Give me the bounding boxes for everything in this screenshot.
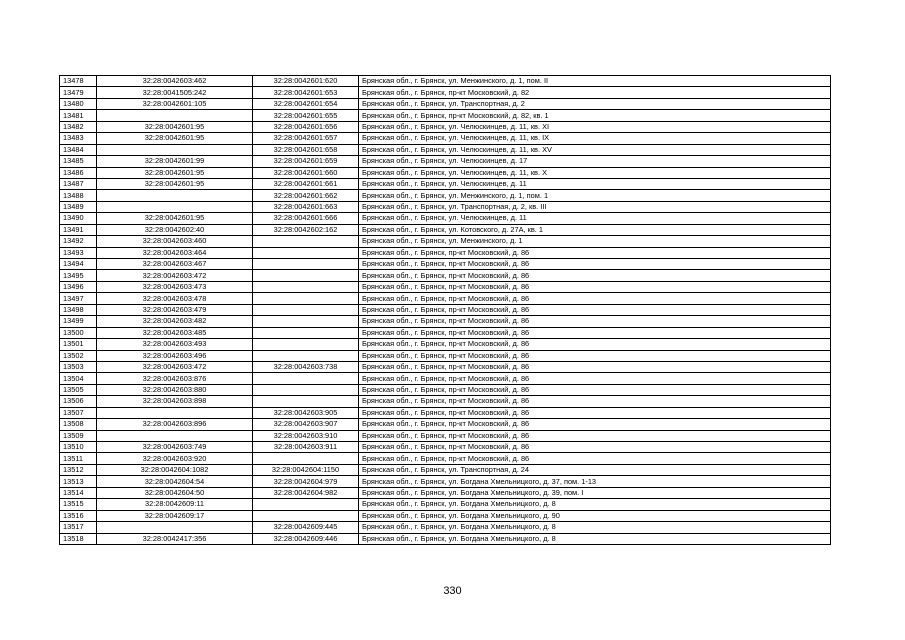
- address-cell: Брянская обл., г. Брянск, ул. Транспортная, д. 2: [359, 98, 831, 109]
- object-number-cell: 32:28:0042601:655: [253, 110, 359, 121]
- address-cell: Брянская обл., г. Брянск, ул. Челюскинцев, д. 11, кв. X: [359, 167, 831, 178]
- parcel-number-cell: 32:28:0042603:473: [97, 281, 253, 292]
- row-number-cell: 13484: [60, 144, 97, 155]
- object-number-cell: [253, 339, 359, 350]
- table-row: [60, 224, 831, 235]
- row-number-cell: 13503: [60, 361, 97, 372]
- parcel-number-cell: 32:28:0042603:880: [97, 384, 253, 395]
- parcel-number-cell: 32:28:0042603:467: [97, 259, 253, 270]
- object-number-cell: 32:28:0042604:982: [253, 487, 359, 498]
- address-cell: Брянская обл., г. Брянск, пр-кт Московский, д. 86: [359, 259, 831, 270]
- table-row: [60, 419, 831, 430]
- row-number-cell: 13495: [60, 270, 97, 281]
- row-number-cell: 13500: [60, 327, 97, 338]
- parcel-number-cell: 32:28:0042604:54: [97, 476, 253, 487]
- table-row: [60, 396, 831, 407]
- row-number-cell: 13492: [60, 236, 97, 247]
- object-number-cell: [253, 293, 359, 304]
- table-row: [60, 293, 831, 304]
- object-number-cell: 32:28:0042601:657: [253, 133, 359, 144]
- object-number-cell: 32:28:0042601:656: [253, 121, 359, 132]
- row-number-cell: 13507: [60, 407, 97, 418]
- row-number-cell: 13486: [60, 167, 97, 178]
- object-number-cell: 32:28:0042609:445: [253, 522, 359, 533]
- table-row: [60, 361, 831, 372]
- parcel-number-cell: 32:28:0042603:479: [97, 304, 253, 315]
- table-row: [60, 144, 831, 155]
- object-number-cell: 32:28:0042609:446: [253, 533, 359, 544]
- object-number-cell: 32:28:0042603:905: [253, 407, 359, 418]
- object-number-cell: 32:28:0042601:658: [253, 144, 359, 155]
- address-cell: Брянская обл., г. Брянск, пр-кт Московский, д. 86: [359, 442, 831, 453]
- row-number-cell: 13494: [60, 259, 97, 270]
- address-cell: Брянская обл., г. Брянск, ул. Челюскинцев, д. 11: [359, 178, 831, 189]
- table-row: [60, 190, 831, 201]
- table-row: [60, 373, 831, 384]
- row-number-cell: 13498: [60, 304, 97, 315]
- object-number-cell: 32:28:0042601:662: [253, 190, 359, 201]
- parcel-number-cell: 32:28:0042603:896: [97, 419, 253, 430]
- table-row: [60, 316, 831, 327]
- table-row: [60, 281, 831, 292]
- parcel-number-cell: 32:28:0042603:920: [97, 453, 253, 464]
- address-cell: Брянская обл., г. Брянск, ул. Котовского, д. 27А, кв. 1: [359, 224, 831, 235]
- table-row: [60, 270, 831, 281]
- parcel-number-cell: 32:28:0042601:95: [97, 178, 253, 189]
- address-cell: Брянская обл., г. Брянск, ул. Челюскинцев, д. 11, кв. XV: [359, 144, 831, 155]
- address-cell: Брянская обл., г. Брянск, ул. Челюскинцев, д. 11, кв. IX: [359, 133, 831, 144]
- row-number-cell: 13488: [60, 190, 97, 201]
- parcel-number-cell: 32:28:0042609:11: [97, 499, 253, 510]
- row-number-cell: 13490: [60, 213, 97, 224]
- object-number-cell: [253, 270, 359, 281]
- address-cell: Брянская обл., г. Брянск, пр-кт Московский, д. 86: [359, 396, 831, 407]
- address-cell: Брянская обл., г. Брянск, пр-кт Московский, д. 86: [359, 316, 831, 327]
- table-row: [60, 476, 831, 487]
- object-number-cell: 32:28:0042603:907: [253, 419, 359, 430]
- row-number-cell: 13509: [60, 430, 97, 441]
- address-cell: Брянская обл., г. Брянск, пр-кт Московский, д. 86: [359, 339, 831, 350]
- address-cell: Брянская обл., г. Брянск, пр-кт Московский, д. 86: [359, 327, 831, 338]
- table-row: [60, 178, 831, 189]
- row-number-cell: 13502: [60, 350, 97, 361]
- parcel-number-cell: 32:28:0042603:482: [97, 316, 253, 327]
- table-row: [60, 407, 831, 418]
- object-number-cell: 32:28:0042601:659: [253, 156, 359, 167]
- object-number-cell: 32:28:0042602:162: [253, 224, 359, 235]
- parcel-number-cell: 32:28:0042603:472: [97, 361, 253, 372]
- address-cell: Брянская обл., г. Брянск, пр-кт Московский, д. 82, кв. 1: [359, 110, 831, 121]
- table-row: [60, 384, 831, 395]
- row-number-cell: 13478: [60, 76, 97, 87]
- row-number-cell: 13493: [60, 247, 97, 258]
- row-number-cell: 13505: [60, 384, 97, 395]
- row-number-cell: 13513: [60, 476, 97, 487]
- parcel-number-cell: 32:28:0041505:242: [97, 87, 253, 98]
- parcel-number-cell: [97, 522, 253, 533]
- row-number-cell: 13496: [60, 281, 97, 292]
- row-number-cell: 13491: [60, 224, 97, 235]
- address-cell: Брянская обл., г. Брянск, ул. Транспортная, д. 2, кв. III: [359, 201, 831, 212]
- table-row: [60, 156, 831, 167]
- object-number-cell: [253, 384, 359, 395]
- parcel-number-cell: [97, 190, 253, 201]
- parcel-number-cell: [97, 144, 253, 155]
- address-cell: Брянская обл., г. Брянск, пр-кт Московский, д. 86: [359, 350, 831, 361]
- address-cell: Брянская обл., г. Брянск, пр-кт Московский, д. 86: [359, 384, 831, 395]
- table-row: [60, 453, 831, 464]
- object-number-cell: 32:28:0042601:666: [253, 213, 359, 224]
- address-cell: Брянская обл., г. Брянск, ул. Богдана Хмельницкого, д. 8: [359, 522, 831, 533]
- table-row: [60, 247, 831, 258]
- address-cell: Брянская обл., г. Брянск, ул. Челюскинцев, д. 17: [359, 156, 831, 167]
- address-cell: Брянская обл., г. Брянск, пр-кт Московский, д. 86: [359, 407, 831, 418]
- parcel-number-cell: 32:28:0042603:472: [97, 270, 253, 281]
- address-cell: Брянская обл., г. Брянск, пр-кт Московский, д. 86: [359, 281, 831, 292]
- table-row: [60, 464, 831, 475]
- address-cell: Брянская обл., г. Брянск, ул. Богдана Хмельницкого, д. 39, пом. I: [359, 487, 831, 498]
- parcel-number-cell: 32:28:0042609:17: [97, 510, 253, 521]
- row-number-cell: 13510: [60, 442, 97, 453]
- table-row: [60, 213, 831, 224]
- object-number-cell: 32:28:0042603:910: [253, 430, 359, 441]
- row-number-cell: 13511: [60, 453, 97, 464]
- table-row: [60, 533, 831, 544]
- address-cell: Брянская обл., г. Брянск, ул. Богдана Хмельницкого, д. 8: [359, 499, 831, 510]
- table-row: [60, 442, 831, 453]
- address-cell: Брянская обл., г. Брянск, пр-кт Московский, д. 86: [359, 293, 831, 304]
- address-cell: Брянская обл., г. Брянск, пр-кт Московский, д. 86: [359, 304, 831, 315]
- address-cell: Брянская обл., г. Брянск, пр-кт Московский, д. 82: [359, 87, 831, 98]
- parcel-number-cell: 32:28:0042603:478: [97, 293, 253, 304]
- cadastral-table: [59, 75, 831, 545]
- address-cell: Брянская обл., г. Брянск, ул. Богдана Хмельницкого, д. 8: [359, 533, 831, 544]
- address-cell: Брянская обл., г. Брянск, пр-кт Московский, д. 86: [359, 361, 831, 372]
- row-number-cell: 13501: [60, 339, 97, 350]
- table-row: [60, 201, 831, 212]
- parcel-number-cell: 32:28:0042601:95: [97, 121, 253, 132]
- parcel-number-cell: 32:28:0042603:496: [97, 350, 253, 361]
- object-number-cell: [253, 350, 359, 361]
- address-cell: Брянская обл., г. Брянск, пр-кт Московский, д. 86: [359, 419, 831, 430]
- parcel-number-cell: 32:28:0042603:462: [97, 76, 253, 87]
- parcel-number-cell: 32:28:0042603:898: [97, 396, 253, 407]
- row-number-cell: 13485: [60, 156, 97, 167]
- row-number-cell: 13479: [60, 87, 97, 98]
- parcel-number-cell: [97, 430, 253, 441]
- address-cell: Брянская обл., г. Брянск, пр-кт Московский, д. 86: [359, 453, 831, 464]
- row-number-cell: 13483: [60, 133, 97, 144]
- object-number-cell: 32:28:0042601:660: [253, 167, 359, 178]
- page-number: 330: [443, 585, 462, 597]
- parcel-number-cell: [97, 407, 253, 418]
- object-number-cell: [253, 316, 359, 327]
- object-number-cell: [253, 236, 359, 247]
- row-number-cell: 13516: [60, 510, 97, 521]
- row-number-cell: 13482: [60, 121, 97, 132]
- row-number-cell: 13497: [60, 293, 97, 304]
- parcel-number-cell: 32:28:0042601:99: [97, 156, 253, 167]
- object-number-cell: 32:28:0042603:738: [253, 361, 359, 372]
- object-number-cell: [253, 453, 359, 464]
- address-cell: Брянская обл., г. Брянск, ул. Богдана Хмельницкого, д. 37, пом. 1-13: [359, 476, 831, 487]
- address-cell: Брянская обл., г. Брянск, пр-кт Московский, д. 86: [359, 373, 831, 384]
- table-row: [60, 76, 831, 87]
- object-number-cell: [253, 247, 359, 258]
- table-row: [60, 167, 831, 178]
- row-number-cell: 13514: [60, 487, 97, 498]
- object-number-cell: [253, 259, 359, 270]
- table-row: [60, 121, 831, 132]
- row-number-cell: 13515: [60, 499, 97, 510]
- table-row: [60, 350, 831, 361]
- table-row: [60, 510, 831, 521]
- object-number-cell: 32:28:0042601:663: [253, 201, 359, 212]
- table-row: [60, 259, 831, 270]
- parcel-number-cell: 32:28:0042604:1082: [97, 464, 253, 475]
- parcel-number-cell: 32:28:0042603:485: [97, 327, 253, 338]
- parcel-number-cell: 32:28:0042603:876: [97, 373, 253, 384]
- table-row: [60, 87, 831, 98]
- row-number-cell: 13499: [60, 316, 97, 327]
- object-number-cell: 32:28:0042603:911: [253, 442, 359, 453]
- row-number-cell: 13508: [60, 419, 97, 430]
- row-number-cell: 13517: [60, 522, 97, 533]
- object-number-cell: [253, 281, 359, 292]
- address-cell: Брянская обл., г. Брянск, ул. Челюскинцев, д. 11: [359, 213, 831, 224]
- row-number-cell: 13518: [60, 533, 97, 544]
- address-cell: Брянская обл., г. Брянск, ул. Транспортная, д. 24: [359, 464, 831, 475]
- table-row: [60, 522, 831, 533]
- table-row: [60, 98, 831, 109]
- address-cell: Брянская обл., г. Брянск, пр-кт Московский, д. 86: [359, 430, 831, 441]
- address-cell: Брянская обл., г. Брянск, ул. Менжинского, д. 1, пом. 1: [359, 190, 831, 201]
- row-number-cell: 13480: [60, 98, 97, 109]
- object-number-cell: [253, 499, 359, 510]
- object-number-cell: 32:28:0042601:620: [253, 76, 359, 87]
- parcel-number-cell: 32:28:0042601:95: [97, 133, 253, 144]
- address-cell: Брянская обл., г. Брянск, ул. Богдана Хмельницкого, д. 90: [359, 510, 831, 521]
- object-number-cell: 32:28:0042601:661: [253, 178, 359, 189]
- address-cell: Брянская обл., г. Брянск, пр-кт Московский, д. 86: [359, 247, 831, 258]
- object-number-cell: [253, 327, 359, 338]
- parcel-number-cell: [97, 110, 253, 121]
- parcel-number-cell: 32:28:0042601:105: [97, 98, 253, 109]
- parcel-number-cell: 32:28:0042602:40: [97, 224, 253, 235]
- object-number-cell: [253, 396, 359, 407]
- row-number-cell: 13506: [60, 396, 97, 407]
- parcel-number-cell: 32:28:0042603:464: [97, 247, 253, 258]
- object-number-cell: [253, 510, 359, 521]
- address-cell: Брянская обл., г. Брянск, ул. Менжинского, д. 1, пом. II: [359, 76, 831, 87]
- parcel-number-cell: 32:28:0042601:95: [97, 167, 253, 178]
- table-row: [60, 133, 831, 144]
- address-cell: Брянская обл., г. Брянск, ул. Челюскинцев, д. 11, кв. XI: [359, 121, 831, 132]
- table-row: [60, 487, 831, 498]
- table-row: [60, 499, 831, 510]
- parcel-number-cell: 32:28:0042601:95: [97, 213, 253, 224]
- object-number-cell: [253, 373, 359, 384]
- table-row: [60, 339, 831, 350]
- row-number-cell: 13481: [60, 110, 97, 121]
- object-number-cell: 32:28:0042601:653: [253, 87, 359, 98]
- table-row: [60, 236, 831, 247]
- parcel-number-cell: 32:28:0042603:493: [97, 339, 253, 350]
- parcel-number-cell: 32:28:0042603:749: [97, 442, 253, 453]
- table-row: [60, 430, 831, 441]
- row-number-cell: 13489: [60, 201, 97, 212]
- object-number-cell: [253, 304, 359, 315]
- table-row: [60, 327, 831, 338]
- parcel-number-cell: 32:28:0042604:50: [97, 487, 253, 498]
- address-cell: Брянская обл., г. Брянск, ул. Менжинского, д. 1: [359, 236, 831, 247]
- parcel-number-cell: [97, 201, 253, 212]
- table-row: [60, 304, 831, 315]
- cadastral-table-body: [60, 76, 831, 545]
- object-number-cell: 32:28:0042604:1150: [253, 464, 359, 475]
- row-number-cell: 13487: [60, 178, 97, 189]
- row-number-cell: 13504: [60, 373, 97, 384]
- address-cell: Брянская обл., г. Брянск, пр-кт Московский, д. 86: [359, 270, 831, 281]
- row-number-cell: 13512: [60, 464, 97, 475]
- object-number-cell: 32:28:0042604:979: [253, 476, 359, 487]
- parcel-number-cell: 32:28:0042417:356: [97, 533, 253, 544]
- object-number-cell: 32:28:0042601:654: [253, 98, 359, 109]
- table-row: [60, 110, 831, 121]
- parcel-number-cell: 32:28:0042603:460: [97, 236, 253, 247]
